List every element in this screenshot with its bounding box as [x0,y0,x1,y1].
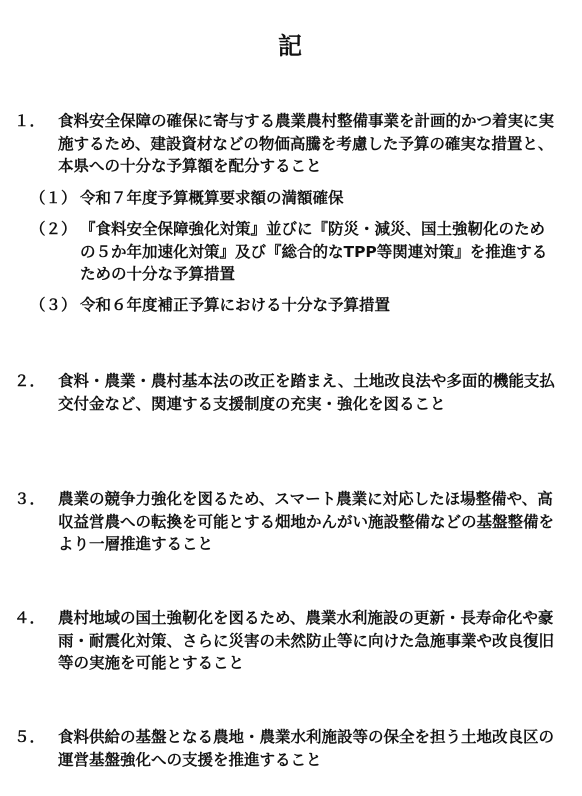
request-subitem-1-2 [30,218,556,286]
document-title: 記 [278,32,304,60]
request-item-5 [14,726,564,771]
item-number: ２． [14,372,46,390]
request-subitem-1-1 [30,187,556,210]
subitem-number: （３） [30,296,77,314]
item-text: 農業の競争力強化を図るため、スマート農業に対応したほ場整備や、高収益営農への転換を可能とする畑地かんがい施設整備などの基盤整備をより一層推進すること [58,490,555,553]
subitem-number: （１） [30,189,77,207]
item-number: １． [14,112,46,130]
request-item-4 [14,607,564,675]
subitem-text: 『食料安全保障強化対策』並びに『防災・減災、国土強靭化のための５か年加速化対策』及び『総合的なTPP等関連対策』を推進するための十分な予算措置 [80,220,548,283]
item-text: 食料供給の基盤となる農地・農業水利施設等の保全を担う土地改良区の運営基盤強化への支援を推進すること [58,728,555,769]
item-number: ４． [14,609,46,627]
request-subitem-1-3 [30,294,556,317]
item-text: 農村地域の国土強靭化を図るため、農業水利施設の更新・長寿命化や豪雨・耐震化対策、さらに災害の未然防止等に向けた急施事業や改良復旧等の実施を可能とすること [58,609,555,672]
request-item-1 [14,110,564,178]
item-number: ３． [14,490,46,508]
item-text: 食料安全保障の確保に寄与する農業農村整備事業を計画的かつ着実に実施するため、建設資材などの物価高騰を考慮した予算の確実な措置と、本県への十分な予算額を配分すること [58,112,555,175]
item-text: 食料・農業・農村基本法の改正を踏まえ、土地改良法や多面的機能支払交付金など、関連する支援制度の充実・強化を図ること [58,372,555,413]
subitem-number: （２） [30,220,77,238]
item-number: ５． [14,728,46,746]
request-item-3 [14,488,564,556]
subitem-text: 令和７年度予算概算要求額の満額確保 [80,189,344,207]
subitem-text: 令和６年度補正予算における十分な予算措置 [80,296,391,314]
request-item-2 [14,370,564,415]
